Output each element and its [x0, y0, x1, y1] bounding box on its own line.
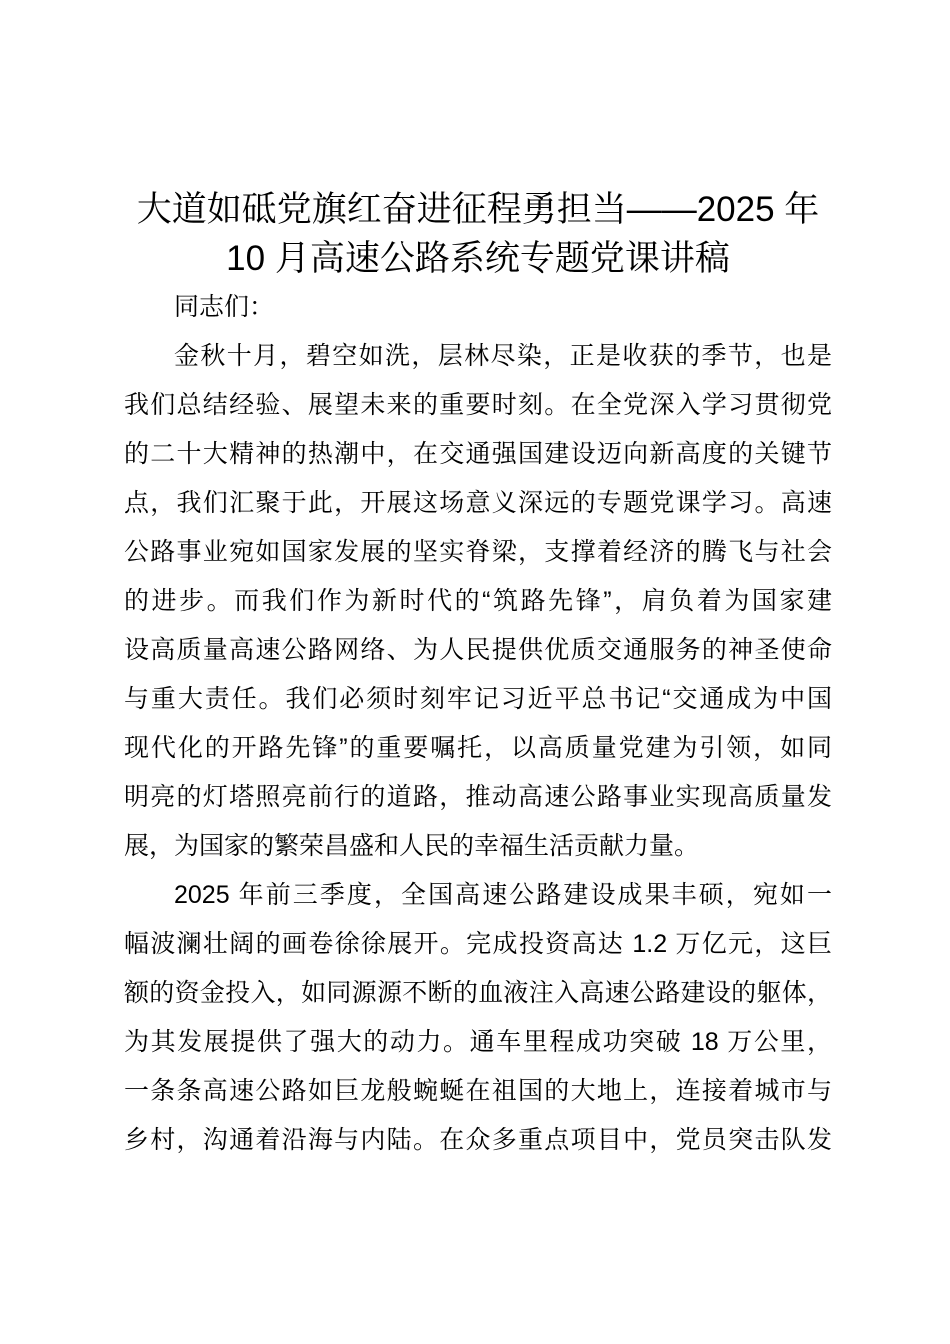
text-line: 2025 年前三季度，全国高速公路建设成果丰硕，宛如一 — [174, 881, 832, 909]
text-line: 一条条高速公路如巨龙般蜿蜒在祖国的大地上，连接着城市与 — [124, 1077, 832, 1105]
text-line: 的二十大精神的热潮中，在交通强国建设迈向新高度的关键节 — [124, 440, 832, 468]
text-line: 的进步。而我们作为新时代的“筑路先锋”，肩负着为国家建 — [124, 587, 832, 615]
text-line: 公路事业宛如国家发展的坚实脊梁，支撑着经济的腾飞与社会 — [124, 538, 832, 566]
text-line: 我们总结经验、展望未来的重要时刻。在全党深入学习贯彻党 — [124, 391, 832, 419]
text-line: 与重大责任。我们必须时刻牢记习近平总书记“交通成为中国 — [124, 685, 832, 713]
text-line: 现代化的开路先锋”的重要嘱托，以高质量党建为引领，如同 — [124, 734, 832, 762]
text-line: 为其发展提供了强大的动力。通车里程成功突破 18 万公里， — [124, 1028, 832, 1056]
text-line: 金秋十月，碧空如洗，层林尽染，正是收获的季节，也是 — [174, 342, 832, 370]
document-title — [124, 185, 832, 283]
text-line: 乡村，沟通着沿海与内陆。在众多重点项目中，党员突击队发 — [124, 1126, 832, 1154]
document-content — [124, 185, 832, 1165]
title-line-1: 大道如砥党旗红奋进征程勇担当——2025 年 — [136, 190, 820, 229]
text-line: 额的资金投入，如同源源不断的血液注入高速公路建设的躯体， — [124, 979, 832, 1007]
text-line: 展，为国家的繁荣昌盛和人民的幸福生活贡献力量。 — [124, 832, 700, 860]
salutation: 同志们： — [174, 293, 275, 321]
title-line-2: 10 月高速公路系统专题党课讲稿 — [226, 239, 730, 278]
text-line: 明亮的灯塔照亮前行的道路，推动高速公路事业实现高质量发 — [124, 783, 832, 811]
text-line: 设高质量高速公路网络、为人民提供优质交通服务的神圣使命 — [124, 636, 832, 664]
text-line: 幅波澜壮阔的画卷徐徐展开。完成投资高达 1.2 万亿元，这巨 — [124, 930, 832, 958]
text-line: 点，我们汇聚于此，开展这场意义深远的专题党课学习。高速 — [124, 489, 832, 517]
